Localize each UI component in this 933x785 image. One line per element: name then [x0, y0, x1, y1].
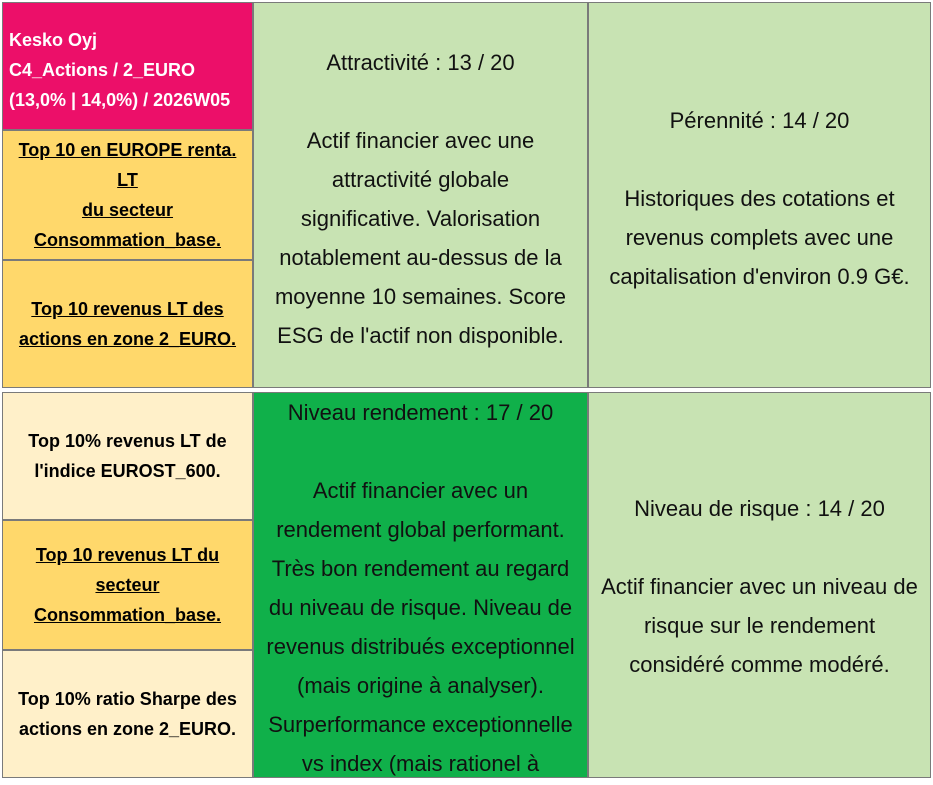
risque-line: Actif financier avec un niveau de: [601, 574, 918, 599]
ranking-line: l'indice EUROST_600.: [34, 461, 221, 481]
perennite-line: capitalisation d'environ 0.9 G€.: [609, 264, 910, 289]
ranking-zone-revenus: [2, 260, 253, 388]
company-header: [2, 2, 253, 130]
rendement-line: rendement global performant.: [276, 517, 565, 542]
attractivite-line: significative. Valorisation: [300, 206, 541, 231]
ranking-sector-revenus: [2, 520, 253, 650]
rendement-line: revenus distribués exceptionnel: [266, 634, 575, 659]
attractivite-line: attractivité globale: [331, 167, 510, 192]
risque-title: Niveau de risque : 14 / 20: [634, 496, 885, 521]
risque-line: considéré comme modéré.: [629, 652, 890, 677]
ranking-sharpe: [2, 650, 253, 778]
perennite-line: Historiques des cotations et: [624, 186, 895, 211]
ranking-line: Consommation_base.: [33, 605, 222, 625]
attractivite-line: Actif financier avec une: [306, 128, 535, 153]
rendement-line: Surperformance exceptionnelle: [268, 712, 573, 737]
ranking-line: Top 10% ratio Sharpe des: [18, 689, 237, 709]
perennite-line: revenus complets avec une: [625, 225, 894, 250]
ranking-europe-sector: [2, 130, 253, 260]
attractivite-line: ESG de l'actif non disponible.: [277, 323, 564, 348]
rendement-line: Très bon rendement au regard: [271, 556, 570, 581]
perennite-title: Pérennité : 14 / 20: [669, 108, 850, 133]
ranking-line: Top 10 revenus LT du: [35, 545, 220, 565]
attractivite-line: moyenne 10 semaines. Score: [274, 284, 567, 309]
ranking-line: Top 10 en EUROPE renta. LT: [18, 140, 237, 190]
rendement-line: du niveau de risque. Niveau de: [268, 595, 573, 620]
params-label: (13,0% | 14,0%) / 2026W05: [9, 90, 231, 110]
ranking-line: Top 10% revenus LT de: [28, 431, 227, 451]
ranking-line: Consommation_base.: [33, 230, 222, 250]
company-name: Kesko Oyj: [9, 30, 98, 50]
attractivite-panel: [253, 2, 588, 388]
perennite-panel: [588, 2, 931, 388]
attractivite-line: notablement au-dessus de la: [279, 245, 562, 270]
ranking-index-revenus: [2, 392, 253, 520]
rendement-panel: [253, 392, 588, 778]
ranking-line: secteur: [95, 575, 160, 595]
ranking-line: du secteur: [81, 200, 174, 220]
rendement-line: vs index (mais rationel à: [301, 751, 540, 776]
ranking-line: actions en zone 2_EURO.: [18, 329, 237, 349]
ranking-line: Top 10 revenus LT des: [31, 299, 224, 319]
rendement-line: (mais origine à analyser).: [297, 673, 544, 698]
risque-line: risque sur le rendement: [643, 613, 876, 638]
rendement-title: Niveau rendement : 17 / 20: [287, 400, 554, 425]
category-label: C4_Actions / 2_EURO: [9, 60, 196, 80]
rendement-line: Actif financier avec un: [312, 478, 529, 503]
attractivite-title: Attractivité : 13 / 20: [326, 50, 515, 75]
ranking-line: actions en zone 2_EURO.: [18, 719, 237, 739]
risque-panel: [588, 392, 931, 778]
